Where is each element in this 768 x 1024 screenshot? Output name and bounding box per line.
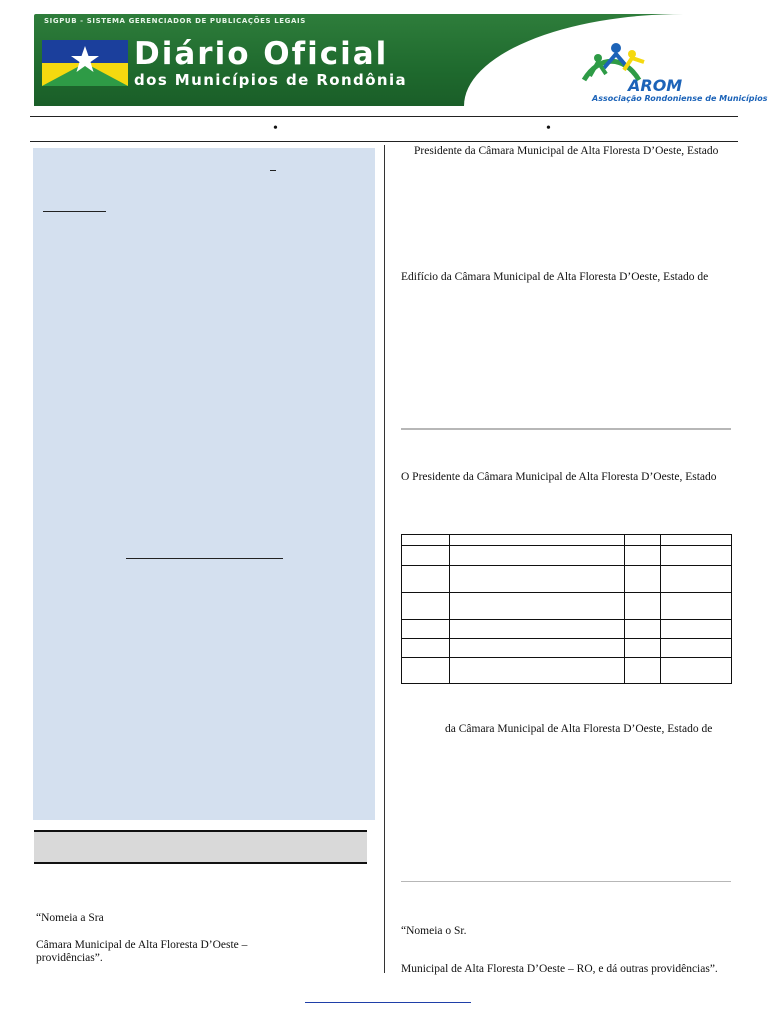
table-row (402, 638, 731, 639)
highlight-panel (33, 148, 375, 820)
column-divider (384, 145, 385, 973)
meta-separator: • (546, 121, 551, 136)
paragraph-line: da Câmara Municipal de Alta Floresta D’Oeste, Estado de (445, 723, 713, 735)
meta-rule-bottom (30, 141, 738, 142)
panel-dash (270, 170, 276, 171)
nomination-quote: “Nomeia o Sr. (401, 925, 467, 937)
paragraph-line: Municipal de Alta Floresta D’Oeste – RO, e dá outras providências”. (401, 963, 718, 975)
panel-underline (126, 558, 283, 559)
arom-name: AROM (628, 76, 683, 95)
meta-rule-top (30, 116, 738, 117)
publication-subtitle: dos Municípios de Rondônia (134, 71, 408, 89)
table-row (402, 619, 731, 620)
paragraph-line: Presidente da Câmara Municipal de Alta Floresta D’Oeste, Estado (414, 145, 719, 157)
paragraph-line: Edifício da Câmara Municipal de Alta Floresta D’Oeste, Estado de (401, 271, 709, 283)
table-row (402, 565, 731, 566)
table-row (402, 657, 731, 658)
table-column-rule (660, 535, 661, 683)
section-rule (401, 881, 731, 882)
header-banner (34, 14, 768, 106)
nomination-line: providências”. (36, 952, 103, 964)
nomination-line: Câmara Municipal de Alta Floresta D’Oeste – (36, 939, 248, 951)
rondonia-flag-icon (42, 40, 128, 86)
publication-title: Diário Oficial (134, 36, 389, 72)
nomination-quote: “Nomeia a Sra (36, 912, 104, 924)
meta-separator: • (273, 121, 278, 136)
section-header-bar (34, 830, 367, 864)
table-column-rule (624, 535, 625, 683)
footer-link-underline[interactable] (305, 1002, 471, 1003)
section-rule (401, 428, 731, 430)
table-column-rule (449, 535, 450, 683)
data-table (401, 534, 732, 684)
panel-underline (43, 211, 106, 212)
arom-caption: Associação Rondoniense de Municípios (592, 94, 768, 103)
table-row (402, 592, 731, 593)
paragraph-line: O Presidente da Câmara Municipal de Alta Floresta D’Oeste, Estado (401, 471, 717, 483)
table-row (402, 545, 731, 546)
banner-system-name: SIGPUB - SISTEMA GERENCIADOR DE PUBLICAÇÕES LEGAIS (44, 17, 306, 25)
